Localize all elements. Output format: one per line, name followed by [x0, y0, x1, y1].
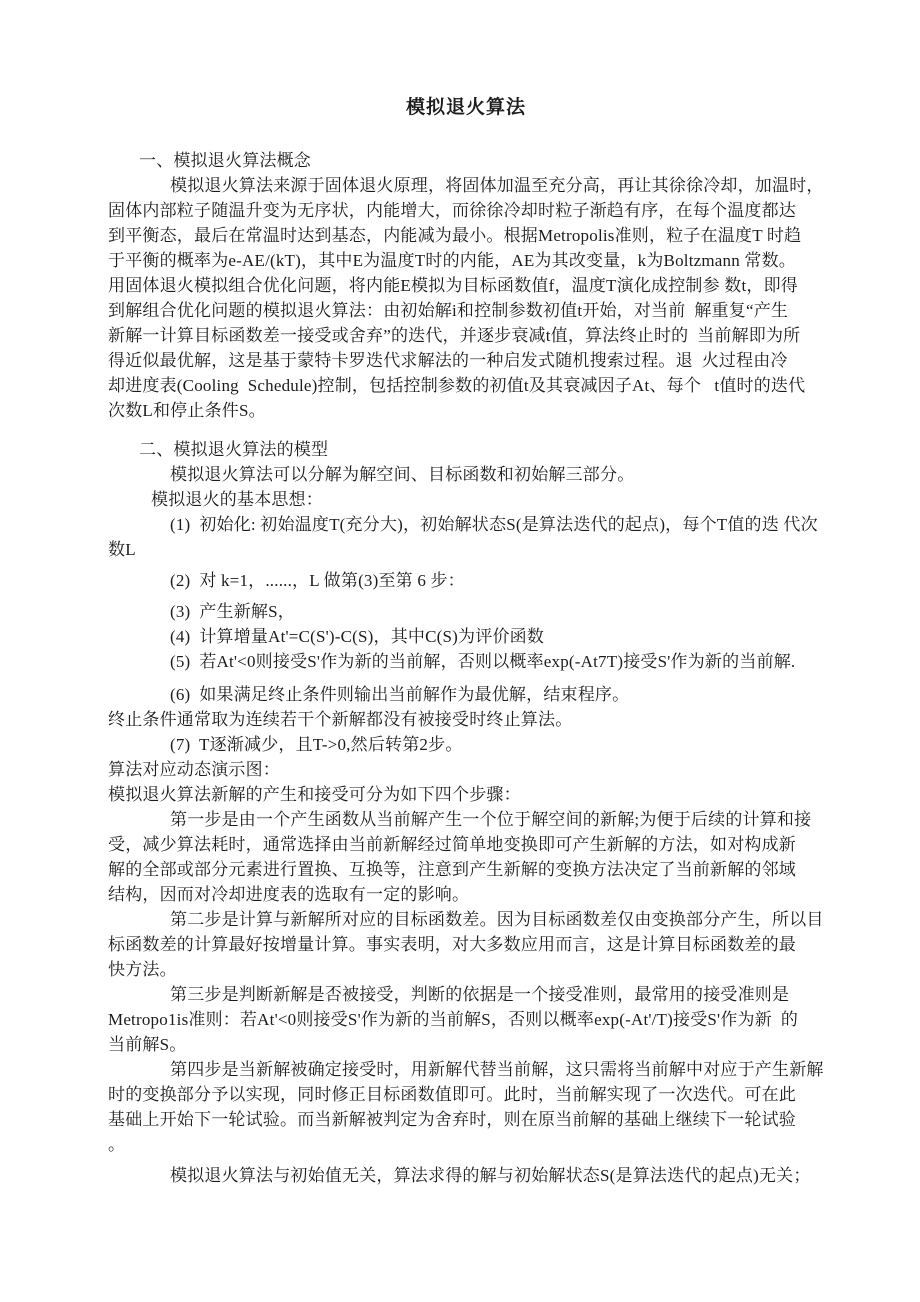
text-line: 当前解S。 [108, 1035, 187, 1054]
text-line: 却进度表(Cooling Schedule)控制，包括控制参数的初值t及其衰减因子At、每个 t值时的迭代 [108, 376, 806, 395]
text-line: 受，减少算法耗时，通常选择由当前新解经过简单地变换即可产生新解的方法，如对构成新 [108, 835, 796, 854]
text-line: 于平衡的概率为e-AE/(kT)，其中E为温度T时的内能，AE为其改变量，k为Boltzmann 常数。 [108, 251, 796, 270]
text-line: 次数L和停止条件S。 [108, 401, 266, 420]
text-line: 数L [108, 540, 136, 559]
text-line: 模拟退火算法与初始值无关，算法求得的解与初始解状态S(是算法迭代的起点)无关； [170, 1166, 811, 1185]
text-line: 第一步是由一个产生函数从当前解产生一个位于解空间的新解;为便于后续的计算和接 [170, 810, 812, 829]
section-heading-2: 二、模拟退火算法的模型 [139, 440, 329, 459]
text-line: 模拟退火算法来源于固体退火原理，将固体加温至充分高，再让其徐徐冷却，加温时， [170, 176, 824, 195]
text-line: 得近似最优解，这是基于蒙特卡罗迭代求解法的一种启发式随机搜索过程。退 火过程由冷 [108, 351, 788, 370]
text-line: 终止条件通常取为连续若干个新解都没有被接受时终止算法。 [108, 710, 573, 729]
document-body [108, 148, 824, 1188]
text-line: 标函数差的计算最好按增量计算。事实表明，对大多数应用而言，这是计算目标函数差的最 [108, 935, 796, 954]
text-line: 新解一计算目标函数差一接受或舍弃”的迭代，并逐步衰减t值，算法终止时的 当前解即为所 [108, 326, 801, 345]
list-item-4: (4) 计算增量At'=C(S')-C(S)，其中C(S)为评价函数 [170, 627, 545, 646]
text-line: 到解组合优化问题的模拟退火算法：由初始解i和控制参数初值t开始，对当前 解重复“产生 [108, 301, 789, 320]
text-line: Metropo1is准则：若At'<0则接受S'作为新的当前解S，否则以概率exp(-At'/T)接受S'作为新 的 [108, 1010, 799, 1029]
list-item-5: (5) 若At'<0则接受S'作为新的当前解，否则以概率exp(-At7T)接受S'作为新的当前解. [170, 652, 796, 671]
text-line: 快方法。 [108, 960, 177, 979]
list-item-2: (2) 对 k=1，......，L 做第(3)至第 6 步： [170, 571, 465, 590]
text-line: 第二步是计算与新解所对应的目标函数差。因为目标函数差仅由变换部分产生，所以目 [170, 910, 824, 929]
text-line: 算法对应动态演示图： [108, 760, 280, 779]
text-line: 第四步是当新解被确定接受时，用新解代替当前解，这只需将当前解中对应于产生新解 [170, 1060, 824, 1079]
text-line: 。 [108, 1135, 126, 1154]
text-line: 时的变换部分予以实现，同时修正目标函数值即可。此时，当前解实现了一次迭代。可在此 [108, 1085, 796, 1104]
text-line: 第三步是判断新解是否被接受，判断的依据是一个接受准则，最常用的接受准则是 [170, 985, 790, 1004]
text-line: 用固体退火模拟组合优化问题，将内能E模拟为目标函数值f，温度T演化成控制参 数t，即得 [108, 276, 799, 295]
document-title: 模拟退火算法 [405, 97, 526, 118]
text-line: 模拟退火的基本思想： [151, 490, 323, 509]
text-line: 基础上开始下一轮试验。而当新解被判定为舍弃时，则在原当前解的基础上继续下一轮试验 [108, 1110, 796, 1129]
text-line: 固体内部粒子随温升变为无序状，内能增大，而徐徐冷却时粒子渐趋有序，在每个温度都达 [108, 201, 796, 220]
list-item-3: (3) 产生新解S， [170, 602, 295, 621]
list-item-1: (1) 初始化: 初始温度T(充分大)，初始解状态S(是算法迭代的起点)，每个T值的迭 代次 [170, 515, 818, 534]
text-line: 模拟退火算法新解的产生和接受可分为如下四个步骤： [108, 785, 521, 804]
section-heading-1: 一、模拟退火算法概念 [139, 151, 311, 170]
text-line: 结构，因而对冷却进度表的选取有一定的影响。 [108, 885, 470, 904]
text-line: 到平衡态，最后在常温时达到基态，内能减为最小。根据Metropolis准则，粒子在温度T 时趋 [108, 226, 802, 245]
list-item-7: (7) T逐渐减少，且T->0,然后转第2步。 [170, 735, 463, 754]
list-item-6: (6) 如果满足终止条件则输出当前解作为最优解，结束程序。 [170, 685, 630, 704]
text-line: 解的全部或部分元素进行置换、互换等，注意到产生新解的变换方法决定了当前新解的邻域 [108, 860, 796, 879]
text-line: 模拟退火算法可以分解为解空间、目标函数和初始解三部分。 [170, 465, 635, 484]
